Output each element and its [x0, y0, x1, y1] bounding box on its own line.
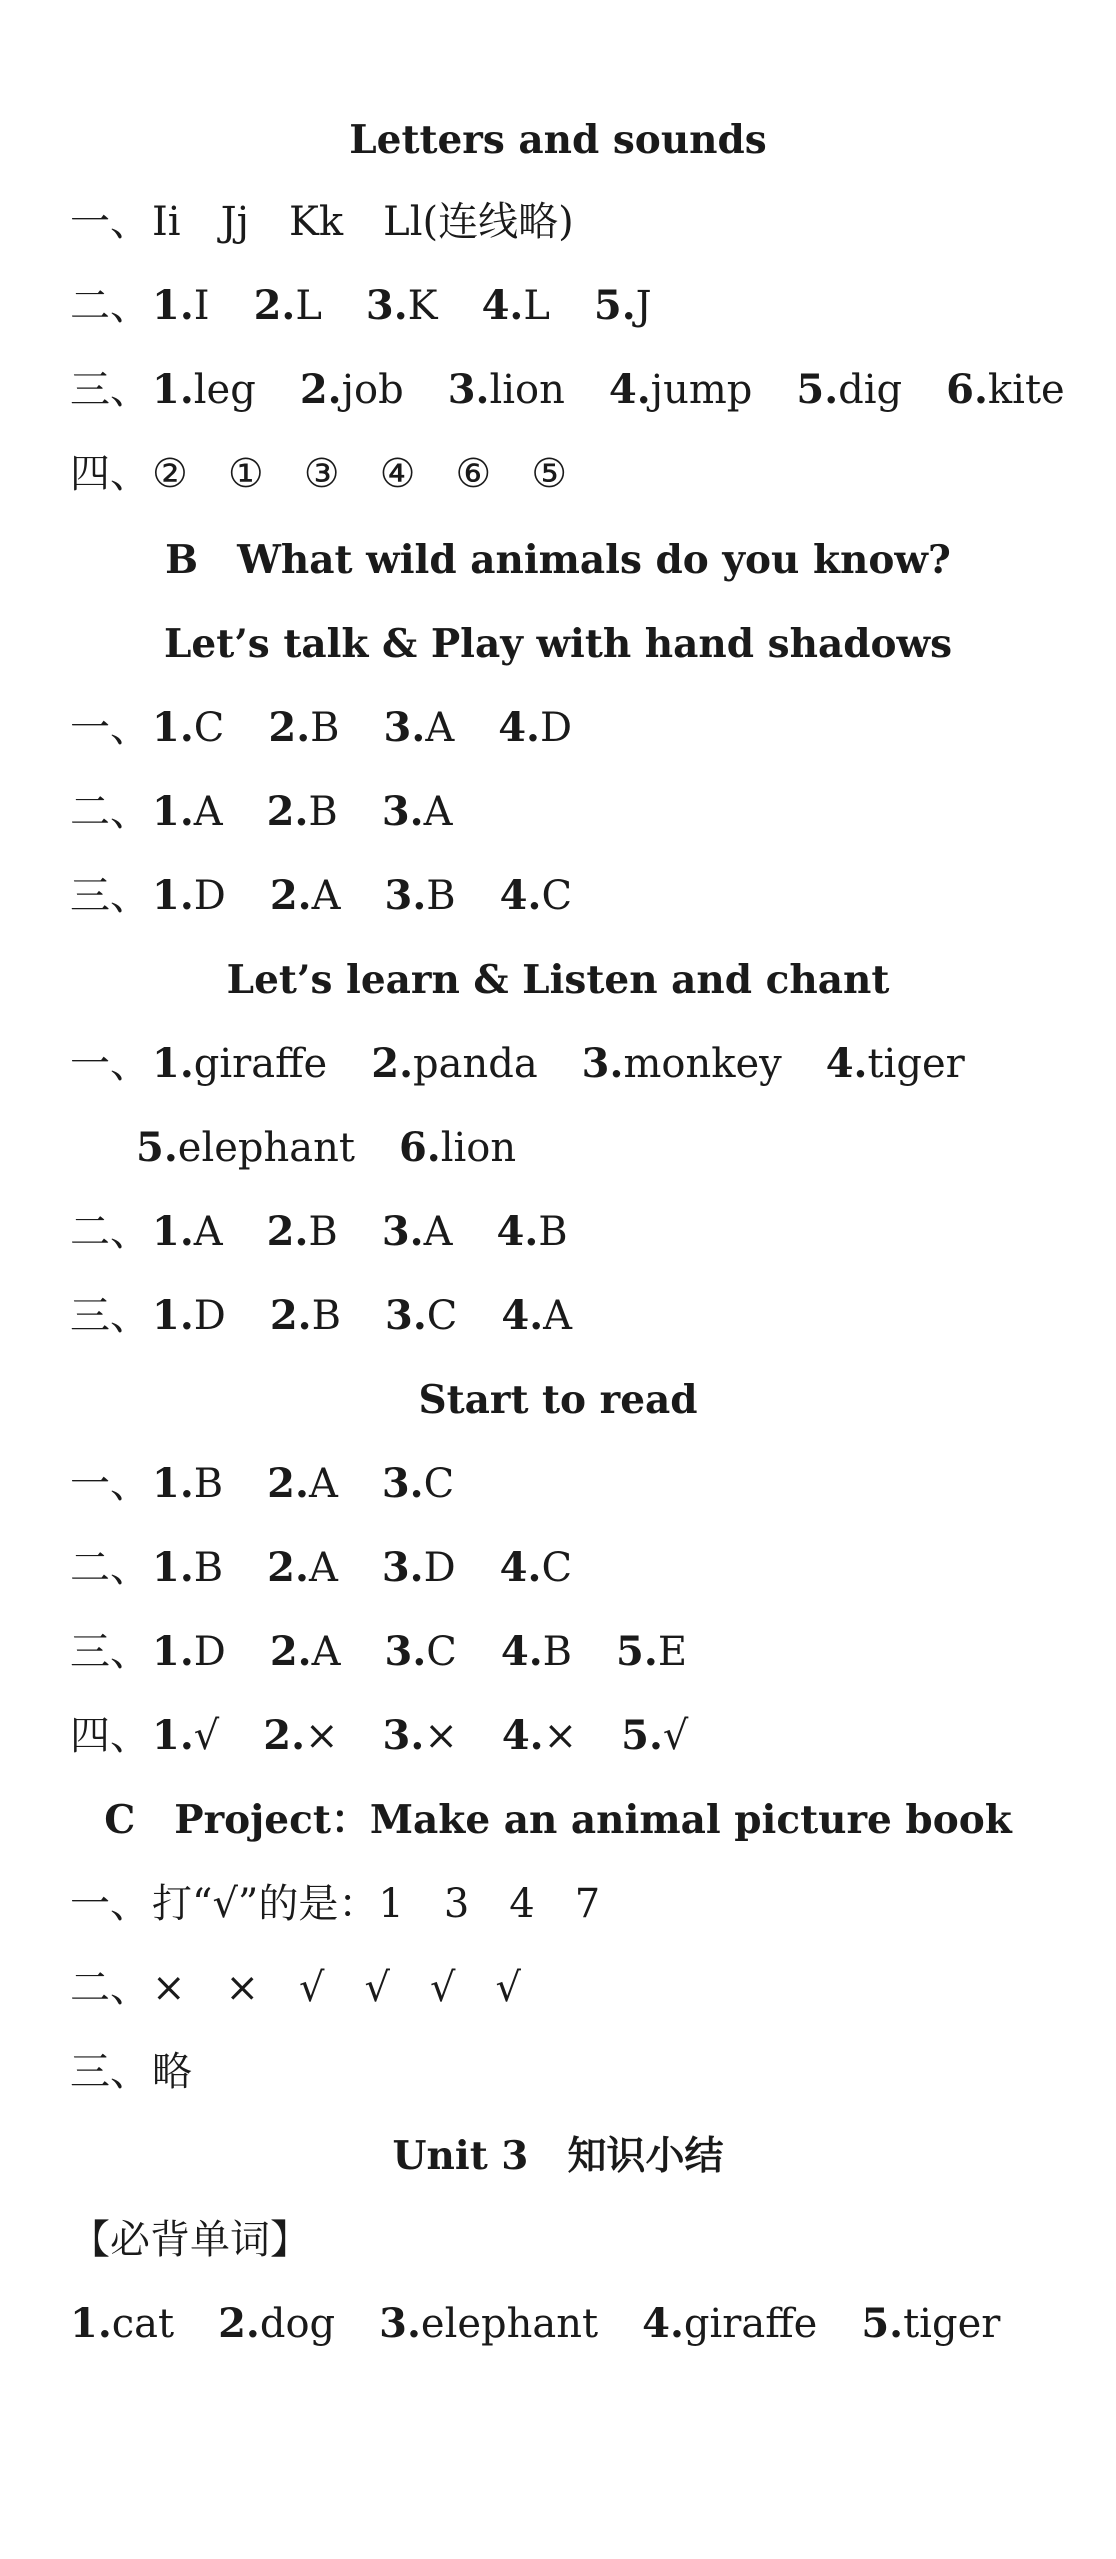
- answer-number: 3.: [379, 2300, 421, 2347]
- answer-item: [616, 1622, 687, 1682]
- answer-number: 2.: [263, 1712, 306, 1759]
- answer-item: [609, 360, 752, 420]
- answer-text: B: [308, 789, 338, 835]
- answer-line: [70, 360, 1065, 420]
- question-prefix: 二、: [70, 1545, 150, 1591]
- answer-item: [152, 866, 226, 926]
- answer-item: [366, 276, 438, 336]
- answer-number: 3.: [381, 1544, 424, 1591]
- question-prefix: 一、: [70, 1461, 150, 1507]
- answer-number: 4.: [499, 872, 542, 919]
- answer-text: tiger: [867, 1041, 965, 1087]
- answer-item: [500, 866, 572, 926]
- answer-text: D: [193, 1293, 226, 1339]
- answer-number: 5.: [861, 2300, 904, 2347]
- answer-text: D: [193, 1629, 226, 1675]
- section-title-start-to-read: Start to read: [418, 1377, 698, 1423]
- answer-item: [152, 1622, 226, 1682]
- answer-item: [254, 276, 322, 336]
- answer-number: 2.: [371, 1040, 413, 1087]
- answer-number: 2.: [269, 872, 312, 919]
- answer-text: B: [538, 1209, 568, 1255]
- question-prefix: 三、: [70, 367, 150, 413]
- answer-text: ×: [543, 1713, 578, 1759]
- answer-item: [218, 2294, 335, 2354]
- answer-line: 一、Ii Jj Kk Ll(连线略): [70, 199, 574, 245]
- answer-line: [70, 1454, 454, 1514]
- answer-item: [152, 360, 256, 420]
- answer-number: 1.: [152, 366, 194, 413]
- answer-number: 1.: [152, 1040, 194, 1087]
- answer-line: [70, 866, 572, 926]
- answer-item: [498, 698, 572, 758]
- answer-item: [385, 1286, 457, 1346]
- answer-item: [263, 1706, 338, 1766]
- answer-number: 4.: [498, 704, 540, 751]
- answer-text: B: [193, 1545, 224, 1591]
- answer-text: monkey: [623, 1041, 782, 1087]
- answer-text: giraffe: [683, 2301, 818, 2347]
- answer-number: 1.: [70, 2300, 112, 2347]
- answer-number: 3.: [384, 872, 427, 919]
- answer-item: [502, 1706, 577, 1766]
- vocab-label: 【必背单词】: [70, 2217, 310, 2263]
- answer-item: [267, 1454, 338, 1514]
- question-prefix: 二、: [70, 283, 150, 329]
- answer-item: [270, 1622, 341, 1682]
- answer-text: C: [541, 1545, 573, 1591]
- answer-item: [582, 1034, 782, 1094]
- answer-number: 2.: [269, 1628, 312, 1675]
- answer-item: [152, 1202, 223, 1262]
- answer-item: [642, 2294, 817, 2354]
- answer-text: D: [193, 873, 226, 919]
- answer-text: D: [539, 705, 573, 751]
- answer-line: 一、打“√”的是：1 3 4 7: [70, 1881, 601, 1927]
- question-prefix: 三、: [70, 1293, 150, 1339]
- answer-item: [300, 360, 404, 420]
- answer-text: D: [423, 1545, 456, 1591]
- answer-text: A: [543, 1293, 573, 1339]
- answer-number: 5.: [621, 1712, 663, 1759]
- answer-item: [861, 2294, 1000, 2354]
- answer-text: panda: [413, 1041, 538, 1087]
- answer-number: 6.: [398, 1124, 441, 1171]
- answer-item: [270, 866, 341, 926]
- answer-number: 3.: [381, 788, 424, 835]
- answer-item: [399, 1118, 516, 1178]
- question-prefix: 二、: [70, 1209, 150, 1255]
- answer-item: [152, 1538, 223, 1598]
- answer-line: 二、× × √ √ √ √: [70, 1965, 521, 2011]
- answer-text: tiger: [903, 2301, 1001, 2347]
- answer-text: K: [407, 283, 438, 329]
- answer-number: 2.: [267, 1460, 309, 1507]
- answer-number: 1.: [152, 1544, 194, 1591]
- answer-text: ×: [305, 1713, 339, 1759]
- answer-item: [136, 1118, 355, 1178]
- answer-text: A: [308, 1545, 338, 1591]
- answer-item: [385, 866, 456, 926]
- answer-number: 3.: [383, 704, 426, 751]
- answer-number: 4.: [481, 282, 524, 329]
- answer-line: [70, 1706, 688, 1766]
- question-prefix: 一、: [70, 1041, 150, 1087]
- answer-number: 3.: [381, 1460, 424, 1507]
- answer-text: dig: [838, 367, 903, 413]
- question-prefix: 二、: [70, 789, 150, 835]
- answer-item: [268, 698, 339, 758]
- section-title-lets-learn: Let’s learn & Listen and chant: [226, 957, 890, 1003]
- answer-item: [383, 1706, 458, 1766]
- answer-number: 5.: [593, 282, 636, 329]
- answer-number: 4.: [496, 1208, 539, 1255]
- answer-text: lion: [440, 1125, 517, 1171]
- answer-number: 4.: [501, 1712, 544, 1759]
- answer-line: [70, 1538, 572, 1598]
- answer-number: 3.: [447, 366, 490, 413]
- answer-text: E: [657, 1629, 688, 1675]
- section-title-unit3-summary: Unit 3 知识小结: [392, 2133, 724, 2179]
- answer-number: 2.: [269, 1292, 312, 1339]
- answer-item: [796, 360, 902, 420]
- answer-text: I: [193, 283, 210, 329]
- answer-item: [152, 1706, 219, 1766]
- answer-item: [379, 2294, 598, 2354]
- answer-number: 5.: [136, 1124, 178, 1171]
- answer-text: B: [310, 705, 340, 751]
- answer-number: 3.: [381, 1208, 424, 1255]
- answer-number: 3.: [365, 282, 408, 329]
- answer-number: 2.: [266, 1208, 309, 1255]
- answer-text: L: [295, 283, 322, 329]
- answer-line: 三、略: [70, 2049, 192, 2095]
- answer-text: job: [341, 367, 404, 413]
- answer-text: C: [426, 1629, 457, 1675]
- answer-item: [152, 1286, 226, 1346]
- question-prefix: 一、: [70, 705, 150, 751]
- answer-item: [482, 276, 550, 336]
- section-title-letters-and-sounds: Letters and sounds: [349, 117, 767, 163]
- answer-number: 2.: [267, 1544, 309, 1591]
- answer-text: B: [311, 1293, 342, 1339]
- answer-text: ×: [424, 1713, 458, 1759]
- answer-text: A: [311, 873, 341, 919]
- answer-text: B: [426, 873, 456, 919]
- answer-text: B: [542, 1629, 573, 1675]
- answer-item: [826, 1034, 965, 1094]
- answer-text: A: [423, 789, 453, 835]
- answer-item: [152, 698, 224, 758]
- answer-item: [371, 1034, 537, 1094]
- answer-item: [152, 276, 210, 336]
- answer-line: [70, 782, 452, 842]
- answer-number: 4.: [825, 1040, 868, 1087]
- answer-text: A: [193, 1209, 223, 1255]
- answer-number: 1.: [152, 1712, 194, 1759]
- answer-item: [594, 276, 652, 336]
- answer-number: 1.: [152, 282, 194, 329]
- answer-line: [70, 1034, 965, 1094]
- answer-text: C: [423, 1461, 455, 1507]
- answer-text: B: [193, 1461, 224, 1507]
- answer-text: elephant: [420, 2301, 599, 2347]
- answer-item: [382, 1202, 453, 1262]
- answer-number: 1.: [152, 704, 194, 751]
- answer-number: 3.: [385, 1292, 427, 1339]
- answer-item: [501, 1622, 572, 1682]
- answer-text: dog: [259, 2301, 336, 2347]
- answer-number: 6.: [946, 366, 988, 413]
- answer-item: [270, 1286, 341, 1346]
- answer-line: [70, 698, 572, 758]
- answer-text: L: [523, 283, 550, 329]
- answer-item: [382, 1538, 456, 1598]
- answer-item: [152, 782, 223, 842]
- answer-number: 2.: [266, 788, 309, 835]
- answer-number: 4.: [499, 1544, 542, 1591]
- answer-number: 2.: [299, 366, 342, 413]
- answer-number: 4.: [608, 366, 651, 413]
- answer-number: 1.: [152, 872, 194, 919]
- answer-text: √: [662, 1713, 689, 1759]
- section-title-wild-animals: B What wild animals do you know?: [165, 537, 951, 583]
- answer-number: 4.: [500, 1628, 543, 1675]
- answer-number: 1.: [152, 1208, 194, 1255]
- answer-text: √: [193, 1713, 220, 1759]
- answer-item: [501, 1286, 572, 1346]
- answer-line: [70, 2294, 1000, 2354]
- answer-text: leg: [193, 367, 256, 413]
- answer-text: A: [311, 1629, 341, 1675]
- answer-item: [70, 2294, 174, 2354]
- answer-number: 1.: [152, 1292, 194, 1339]
- answer-text: J: [635, 283, 652, 329]
- answer-line: [70, 1202, 568, 1262]
- answer-item: [152, 1034, 327, 1094]
- question-prefix: 四、: [70, 1713, 150, 1759]
- answer-text: lion: [489, 367, 565, 413]
- answer-line: [70, 1286, 572, 1346]
- question-prefix: 三、: [70, 1629, 150, 1675]
- answer-number: 4.: [642, 2300, 684, 2347]
- answer-item: [621, 1706, 688, 1766]
- answer-item: [946, 360, 1065, 420]
- answer-number: 5.: [796, 366, 839, 413]
- answer-text: giraffe: [193, 1041, 328, 1087]
- answer-item: [267, 1538, 338, 1598]
- question-prefix: 三、: [70, 873, 150, 919]
- answer-number: 1.: [152, 1460, 194, 1507]
- answer-number: 2.: [218, 2300, 260, 2347]
- answer-number: 3.: [581, 1040, 624, 1087]
- answer-line: [70, 1622, 687, 1682]
- answer-text: A: [308, 1461, 338, 1507]
- answer-text: jump: [650, 367, 753, 413]
- section-title-lets-talk: Let’s talk & Play with hand shadows: [163, 621, 953, 667]
- answer-text: elephant: [177, 1125, 355, 1171]
- answer-number: 4.: [501, 1292, 544, 1339]
- answer-number: 5.: [616, 1628, 658, 1675]
- answer-text: A: [425, 705, 455, 751]
- answer-text: C: [541, 873, 573, 919]
- answer-item: [382, 782, 453, 842]
- section-title-project: C Project：Make an animal picture book: [104, 1797, 1012, 1843]
- answer-text: cat: [111, 2301, 175, 2347]
- answer-text: C: [426, 1293, 458, 1339]
- answer-item: [496, 1202, 567, 1262]
- answer-item: [267, 1202, 338, 1262]
- answer-line: [70, 276, 652, 336]
- answer-line: [136, 1118, 516, 1178]
- answer-item: [267, 782, 338, 842]
- answer-item: [385, 1622, 457, 1682]
- answer-number: 2.: [268, 704, 311, 751]
- answer-text: C: [193, 705, 225, 751]
- answer-number: 2.: [253, 282, 296, 329]
- answer-text: A: [423, 1209, 453, 1255]
- answer-text: A: [193, 789, 223, 835]
- answer-text: kite: [987, 367, 1065, 413]
- answer-text: B: [308, 1209, 338, 1255]
- answer-number: 1.: [152, 1628, 194, 1675]
- answer-item: [382, 1454, 454, 1514]
- answer-item: [152, 1454, 223, 1514]
- answer-line: 四、② ① ③ ④ ⑥ ⑤: [70, 451, 568, 497]
- answer-number: 1.: [152, 788, 194, 835]
- answer-item: [448, 360, 565, 420]
- answer-number: 3.: [384, 1628, 427, 1675]
- answer-item: [384, 698, 455, 758]
- answer-item: [500, 1538, 572, 1598]
- answer-number: 3.: [382, 1712, 425, 1759]
